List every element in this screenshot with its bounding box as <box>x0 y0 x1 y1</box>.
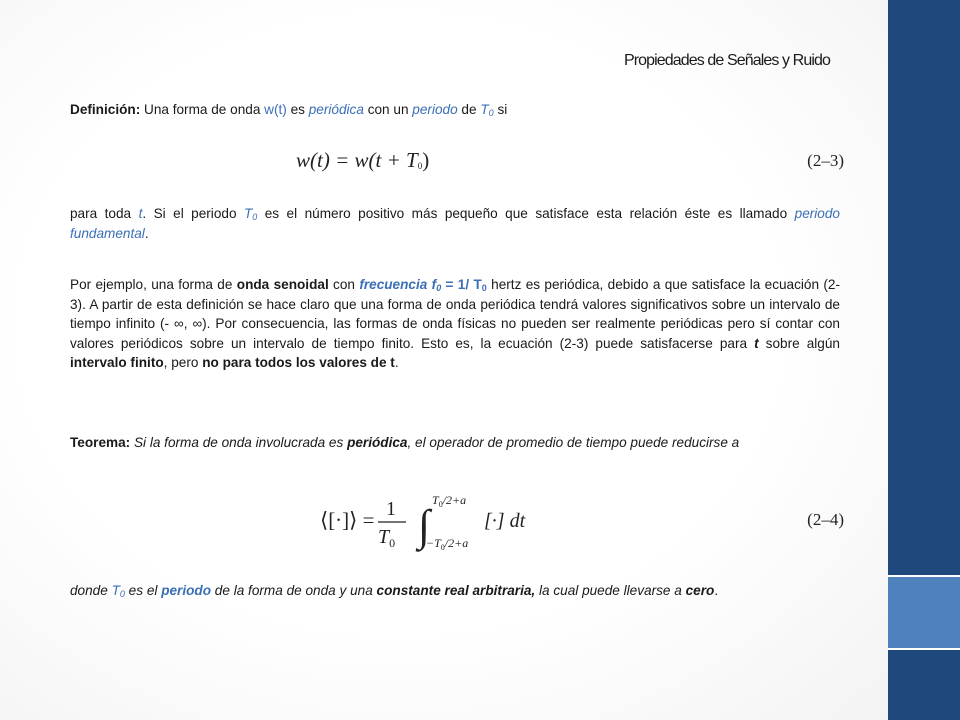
eq-denominator <box>378 526 395 550</box>
highlight-t: t <box>138 206 143 221</box>
text-run: es el <box>124 583 162 598</box>
text-run: , el operador de promedio de tiempo puede reducirse a <box>407 435 740 450</box>
text-run: con <box>328 277 360 292</box>
frequency-period-subscript: 0 <box>481 283 487 293</box>
period-subscript: 0 <box>252 212 258 222</box>
eq-integrand: [·] dt <box>484 510 526 532</box>
period-letter: T <box>243 206 253 221</box>
equation-2-4-graphic <box>270 492 850 556</box>
bold-cero: cero <box>685 583 715 598</box>
eq-denominator-letter: T <box>378 526 390 548</box>
eq-lower-limit <box>426 536 468 552</box>
text-run: de <box>457 102 481 117</box>
period-symbol <box>112 583 125 598</box>
frequency-relation <box>441 277 487 292</box>
text-run: para toda <box>70 206 139 221</box>
text-run: . <box>144 225 149 241</box>
bold-constante-real: constante real arbitraria, <box>376 583 536 598</box>
highlight-periodo: periodo <box>161 583 212 598</box>
text-run: . Si el periodo <box>142 206 244 221</box>
eq-lower-rest: /2+a <box>444 536 469 550</box>
slide-title: Propiedades de Señales y Ruido <box>623 52 830 69</box>
highlight-w-of-t: w(t) <box>264 102 287 117</box>
eq-upper-rest: /2+a <box>442 493 467 507</box>
sidebar-band-top <box>888 0 960 575</box>
definition-label: Definición: <box>70 102 141 117</box>
bold-onda-senoidal: onda senoidal <box>236 277 329 292</box>
period-symbol <box>480 102 493 117</box>
paragraph-periodo-fundamental <box>70 204 840 243</box>
paragraph-donde <box>70 581 840 601</box>
definition-paragraph <box>70 100 840 120</box>
eq-average-operator: ⟨[·]⟩ = <box>320 508 375 532</box>
highlight-periodo: periodo <box>412 102 458 117</box>
theorem-paragraph <box>70 433 840 453</box>
frequency-equals: = 1/ T <box>441 277 482 292</box>
eq-lower-subscript: 0 <box>440 543 445 552</box>
text-run: de la forma de onda y una <box>211 583 377 598</box>
text-run: si <box>493 102 508 117</box>
eq-lower-letter: −T <box>426 536 441 550</box>
text-run: con un <box>363 102 413 117</box>
eq-numerator: 1 <box>386 498 396 520</box>
eq-upper-subscript: 0 <box>438 500 443 509</box>
period-letter: T <box>480 102 489 117</box>
eq-upper-letter: T <box>432 493 439 507</box>
frequency-subscript: 0 <box>436 283 442 293</box>
bold-periodica: periódica <box>347 435 408 450</box>
sidebar-band-bottom <box>888 650 960 720</box>
text-run: Una forma de onda <box>140 102 265 117</box>
equation-2-3-expression <box>296 148 429 173</box>
eq-denominator-subscript: 0 <box>389 536 396 550</box>
period-subscript: 0 <box>119 589 125 599</box>
equation-2-4 <box>270 492 850 556</box>
bold-t: t <box>754 335 759 351</box>
eq-subscript: 0 <box>417 161 423 171</box>
frequency-expression <box>359 277 441 292</box>
period-subscript: 0 <box>488 108 494 118</box>
text-run: la cual puede llevarse a <box>535 583 686 598</box>
equation-number: (2–4) <box>807 510 844 529</box>
eq-lhs: w(t) = w(t + T <box>296 148 418 172</box>
decorative-sidebar <box>888 0 960 720</box>
text-run: hertz es periódica, debido a que satisface la ecuación (2-3). A partir de esta definición se hace claro que una forma de onda periódica tendrá valores significativos sobre un intervalo de tiempo infinito (- ∞, ∞). Por consecuencia, las formas de onda físicas no pueden ser realmente periódicas pero sí contar con valores periódicos sobre un intervalo de tiempo finito. Esto es, la ecuación (2-3) puede satisfacerse para <box>70 277 840 351</box>
equation-number: (2–3) <box>807 151 844 170</box>
equation-2-3 <box>270 146 850 176</box>
integral-sign: ∫ <box>418 501 431 550</box>
period-symbol <box>244 206 257 221</box>
text-run: . <box>394 355 399 370</box>
bold-no-para-todos: no para todos los valores de t <box>202 355 395 370</box>
eq-rhs: ) <box>422 148 430 172</box>
text-run: donde <box>70 583 112 598</box>
frequency-label: frecuencia f <box>359 277 437 292</box>
text-run: Si la forma de onda involucrada es <box>130 435 348 450</box>
highlight-periodica: periódica <box>308 102 364 117</box>
text-run: . <box>714 583 719 598</box>
period-letter: T <box>111 583 120 598</box>
text-run: es el número positivo más pequeño que satisface esta relación éste es llamado <box>257 206 795 221</box>
text-run: , pero <box>163 355 203 370</box>
sidebar-band-middle <box>888 577 960 648</box>
text-run: Por ejemplo, una forma de <box>70 277 237 292</box>
paragraph-ejemplo <box>70 275 840 373</box>
text-run: sobre algún <box>758 335 840 351</box>
bold-intervalo-finito: intervalo finito <box>70 355 164 370</box>
theorem-label: Teorema: <box>70 435 131 450</box>
eq-upper-limit <box>432 493 466 509</box>
text-run: es <box>286 102 309 117</box>
highlight-periodo-fundamental: periodo fundamental <box>70 206 840 241</box>
